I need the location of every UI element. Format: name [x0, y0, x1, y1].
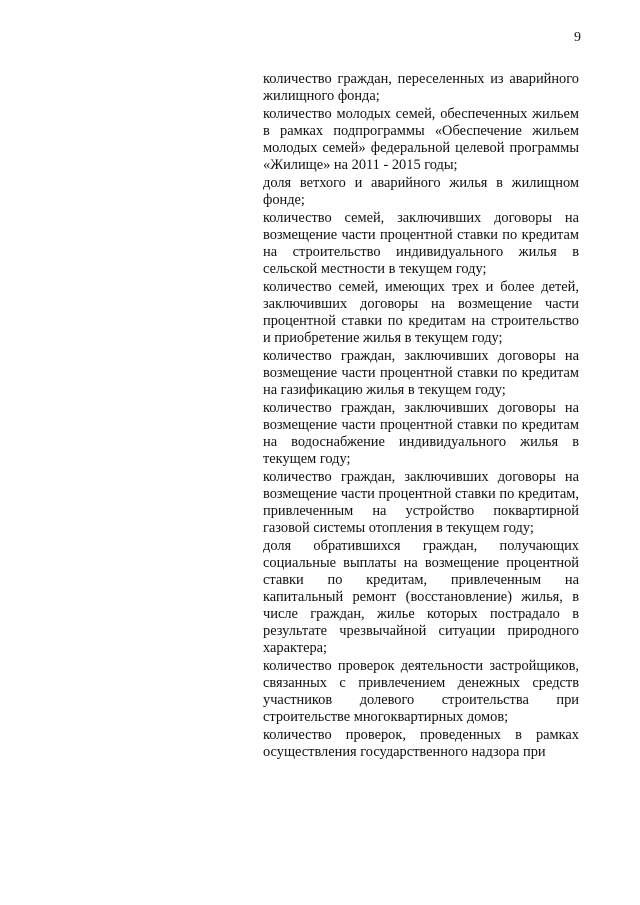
list-item: количество граждан, переселенных из аварийного жилищного фонда;	[263, 71, 579, 104]
list-item: количество семей, имеющих трех и более детей, заключивших договоры на возмещение части процентной ставки по кредитам на строительство и приобретение жилья в текущем году;	[263, 279, 579, 346]
list-item: количество проверок, проведенных в рамках осуществления государственного надзора при	[263, 727, 579, 760]
list-item: доля ветхого и аварийного жилья в жилищном фонде;	[263, 175, 579, 208]
list-item: количество проверок деятельности застройщиков, связанных с привлечением денежных средств участников долевого строительства при строительстве многоквартирных домов;	[263, 658, 579, 725]
list-item: количество семей, заключивших договоры на возмещение части процентной ставки по кредитам на строительство индивидуального жилья в сельской местности в текущем году;	[263, 210, 579, 277]
document-body	[263, 68, 579, 762]
list-item: количество граждан, заключивших договоры на возмещение части процентной ставки по кредитам на водоснабжение индивидуального жилья в текущем году;	[263, 400, 579, 467]
list-item: количество граждан, заключивших договоры на возмещение части процентной ставки по кредитам, привлеченным на устройство поквартирной газовой системы отопления в текущем году;	[263, 469, 579, 536]
list-item: количество граждан, заключивших договоры на возмещение части процентной ставки по кредитам на газификацию жилья в текущем году;	[263, 348, 579, 398]
page-number: 9	[574, 30, 581, 45]
list-item: количество молодых семей, обеспеченных жильем в рамках подпрограммы «Обеспечение жильем молодых семей» федеральной целевой программы «Жилище» на 2011 - 2015 годы;	[263, 106, 579, 173]
list-item: доля обратившихся граждан, получающих социальные выплаты на возмещение процентной ставки по кредитам, привлеченным на капитальный ремонт (восстановление) жилья, в числе граждан, жилье которых пострадало в результате чрезвычайной ситуации природного характера;	[263, 538, 579, 656]
